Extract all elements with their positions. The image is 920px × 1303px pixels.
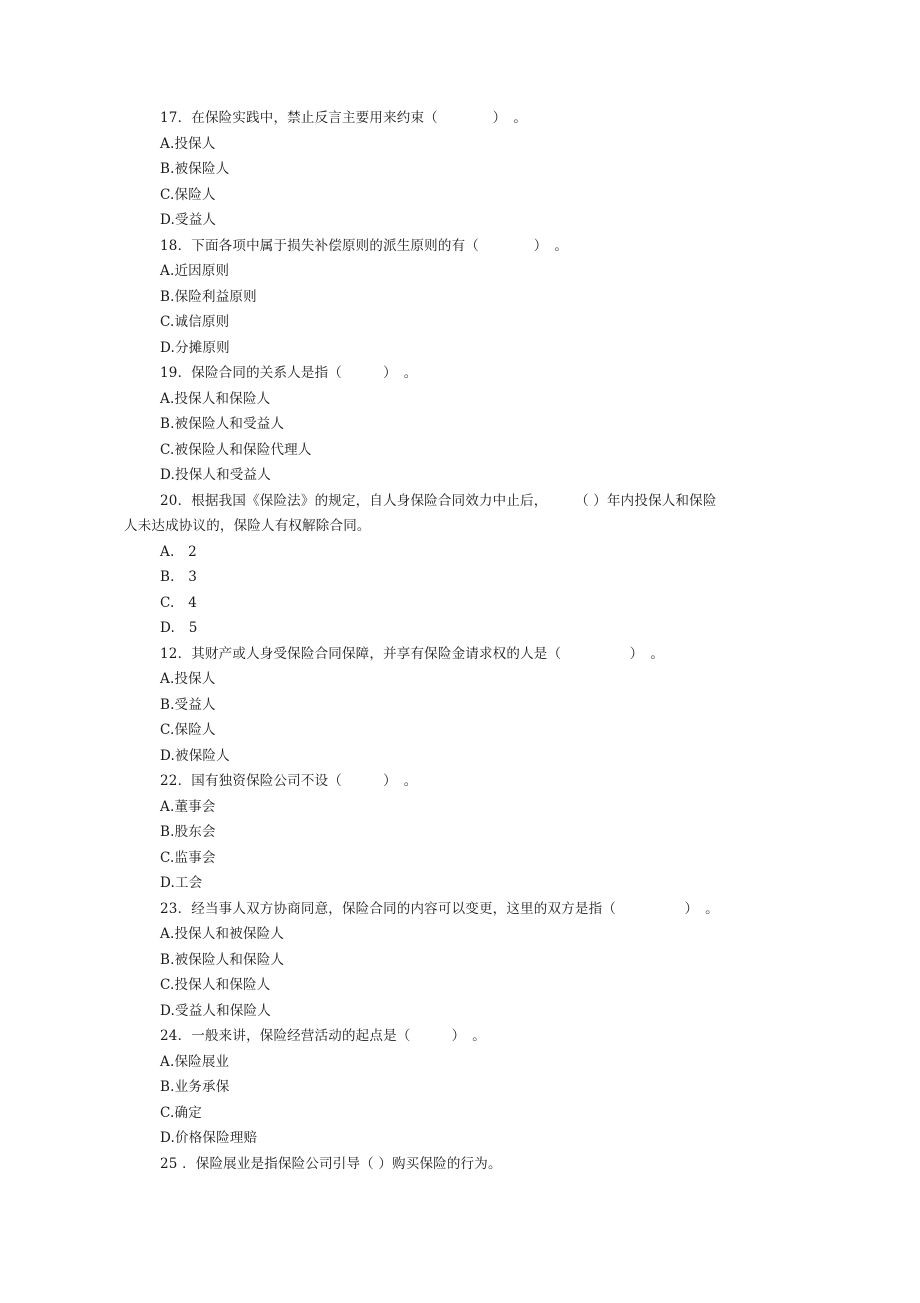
question-19-option-a: A.投保人和保险人: [160, 390, 271, 407]
question-19-option-c: C.被保险人和保险代理人: [160, 441, 312, 458]
question-23-stem: 23．经当事人双方协商同意，保险合同的内容可以变更，这里的双方是指（ ） 。: [160, 900, 719, 917]
question-22-stem: 22．国有独资保险公司不设（ ） 。: [160, 773, 418, 789]
question-12-option-b: B.受益人: [160, 696, 216, 713]
question-20-stem-continued: 人未达成协议的，保险人有权解除合同。: [124, 518, 371, 534]
question-12-option-c: C.保险人: [160, 722, 216, 738]
question-18-option-c: C.诚信原则: [160, 314, 230, 330]
question-18-option-b: B.保险利益原则: [160, 288, 257, 305]
question-20-option-d: D. 5: [160, 620, 198, 636]
question-20-option-b: B. 3: [160, 569, 198, 585]
question-22-option-c: C.监事会: [160, 849, 216, 866]
question-19-option-b: B.被保险人和受益人: [160, 416, 285, 432]
question-24-stem: 24．一般来讲，保险经营活动的起点是（ ） 。: [160, 1028, 486, 1044]
question-23-option-b: B.被保险人和保险人: [160, 951, 285, 968]
question-24-option-c: C.确定: [160, 1104, 202, 1121]
question-12-option-a: A.投保人: [160, 671, 216, 687]
question-17-option-c: C.保险人: [160, 186, 216, 203]
question-23-option-a: A.投保人和被保险人: [160, 926, 285, 942]
question-20-option-c: C. 4: [160, 594, 198, 611]
question-22-option-b: B.股东会: [160, 824, 216, 840]
question-20-option-a: A. 2: [160, 543, 197, 560]
question-17-option-d: D.受益人: [160, 212, 217, 228]
question-24-option-a: A.保险展业: [160, 1053, 230, 1070]
question-19-option-d: D.投保人和受益人: [160, 467, 271, 483]
question-24-option-d: D.价格保险理赔: [160, 1130, 258, 1146]
question-22-option-a: A.董事会: [160, 798, 216, 815]
question-17-stem: 17．在保险实践中，禁止反言主要用来约束（ ） 。: [160, 110, 528, 126]
question-12-option-d: D.被保险人: [160, 747, 230, 764]
question-12-stem: 12．其财产或人身受保险合同保障，并享有保险金请求权的人是（ ） 。: [160, 645, 665, 662]
question-18-option-d: D.分摊原则: [160, 339, 230, 356]
question-17-option-b: B.被保险人: [160, 161, 230, 177]
question-25-stem: 25 ．保险展业是指保险公司引导（ ）购买保险的行为。: [160, 1155, 502, 1172]
question-23-option-c: C.投保人和保险人: [160, 977, 271, 993]
question-list: [124, 106, 780, 1177]
question-22-option-d: D.工会: [160, 875, 203, 891]
question-18-stem: 18．下面各项中属于损失补偿原则的派生原则的有（ ） 。: [160, 237, 569, 254]
question-24-option-b: B.业务承保: [160, 1079, 230, 1095]
question-19-stem: 19．保险合同的关系人是指（ ） 。: [160, 365, 418, 381]
question-18-option-a: A.近因原则: [160, 263, 230, 279]
question-23-option-d: D.受益人和保险人: [160, 1002, 271, 1019]
question-17-option-a: A.投保人: [160, 135, 216, 152]
question-20-stem: 20．根据我国《保险法》的规定，自人身保险合同效力中止后， （ ）年内投保人和保险: [160, 492, 717, 509]
